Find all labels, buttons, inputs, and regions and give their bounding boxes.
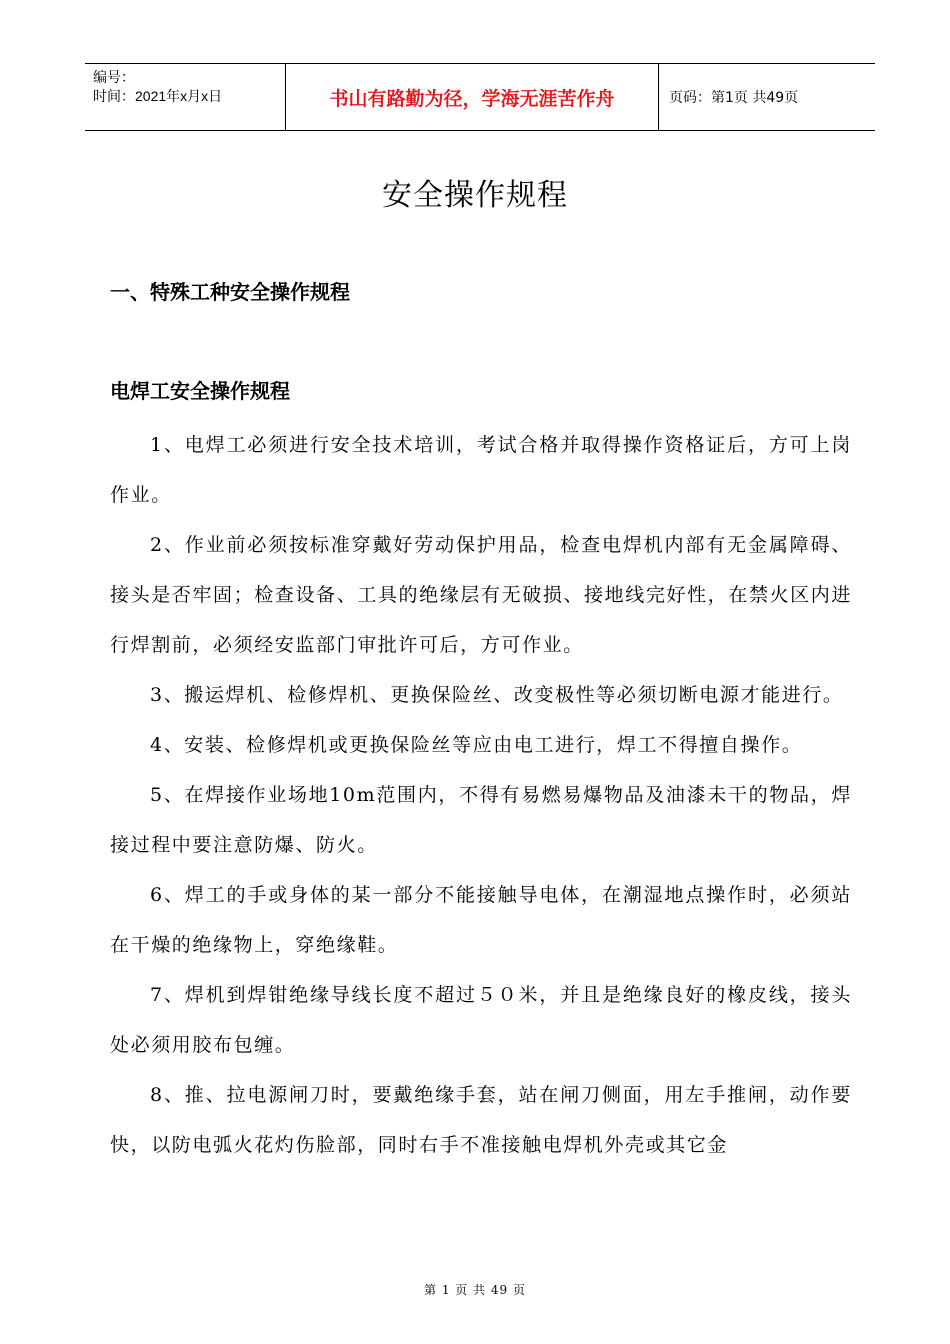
header-table	[85, 63, 875, 131]
sub-heading: 电焊工安全操作规程	[110, 379, 290, 403]
paragraph: 2、作业前必须按标准穿戴好劳动保护用品，检查电焊机内部有无金属障碍、接头是否牢固；检查设备、工具的绝缘层有无破损、接地线完好性，在禁火区内进行焊割前，必须经安监部门审批许可后，方可作业。	[110, 534, 852, 656]
paragraph: 3、搬运焊机、检修焊机、更换保险丝、改变极性等必须切断电源才能进行。	[150, 684, 844, 706]
section-heading: 一、特殊工种安全操作规程	[110, 280, 350, 304]
page-info: 页码：第1页 共49页	[669, 90, 799, 106]
paragraph: 6、焊工的手或身体的某一部分不能接触导电体，在潮湿地点操作时，必须站在干燥的绝缘物上，穿绝缘鞋。	[110, 884, 852, 956]
header-page-cell	[659, 64, 875, 130]
document-title: 安全操作规程	[382, 178, 568, 213]
paragraph: 8、推、拉电源闸刀时，要戴绝缘手套，站在闸刀侧面，用左手推闸，动作要快，以防电弧火花灼伤脸部，同时右手不准接触电焊机外壳或其它金	[110, 1084, 852, 1156]
motto-text: 书山有路勤为径，学海无涯苦作舟	[329, 87, 615, 110]
paragraph: 4、安装、检修焊机或更换保险丝等应由电工进行，焊工不得擅自操作。	[150, 734, 803, 756]
body-text	[110, 420, 852, 1170]
header-motto-cell	[286, 64, 659, 130]
page-footer: 第 1 页 共 49 页	[424, 1283, 526, 1297]
header-meta-cell	[85, 64, 286, 130]
paragraph: 7、焊机到焊钳绝缘导线长度不超过５０米，并且是绝缘良好的橡皮线，接头处必须用胶布包缠。	[110, 984, 852, 1056]
paragraph: 5、在焊接作业场地10m范围内，不得有易燃易爆物品及油漆未干的物品，焊接过程中要注意防爆、防火。	[110, 784, 852, 856]
paragraph: 1、电焊工必须进行安全技术培训，考试合格并取得操作资格证后，方可上岗作业。	[110, 434, 852, 506]
time-label: 时间：2021年x月x日	[93, 88, 223, 104]
number-label: 编号：	[93, 69, 135, 85]
